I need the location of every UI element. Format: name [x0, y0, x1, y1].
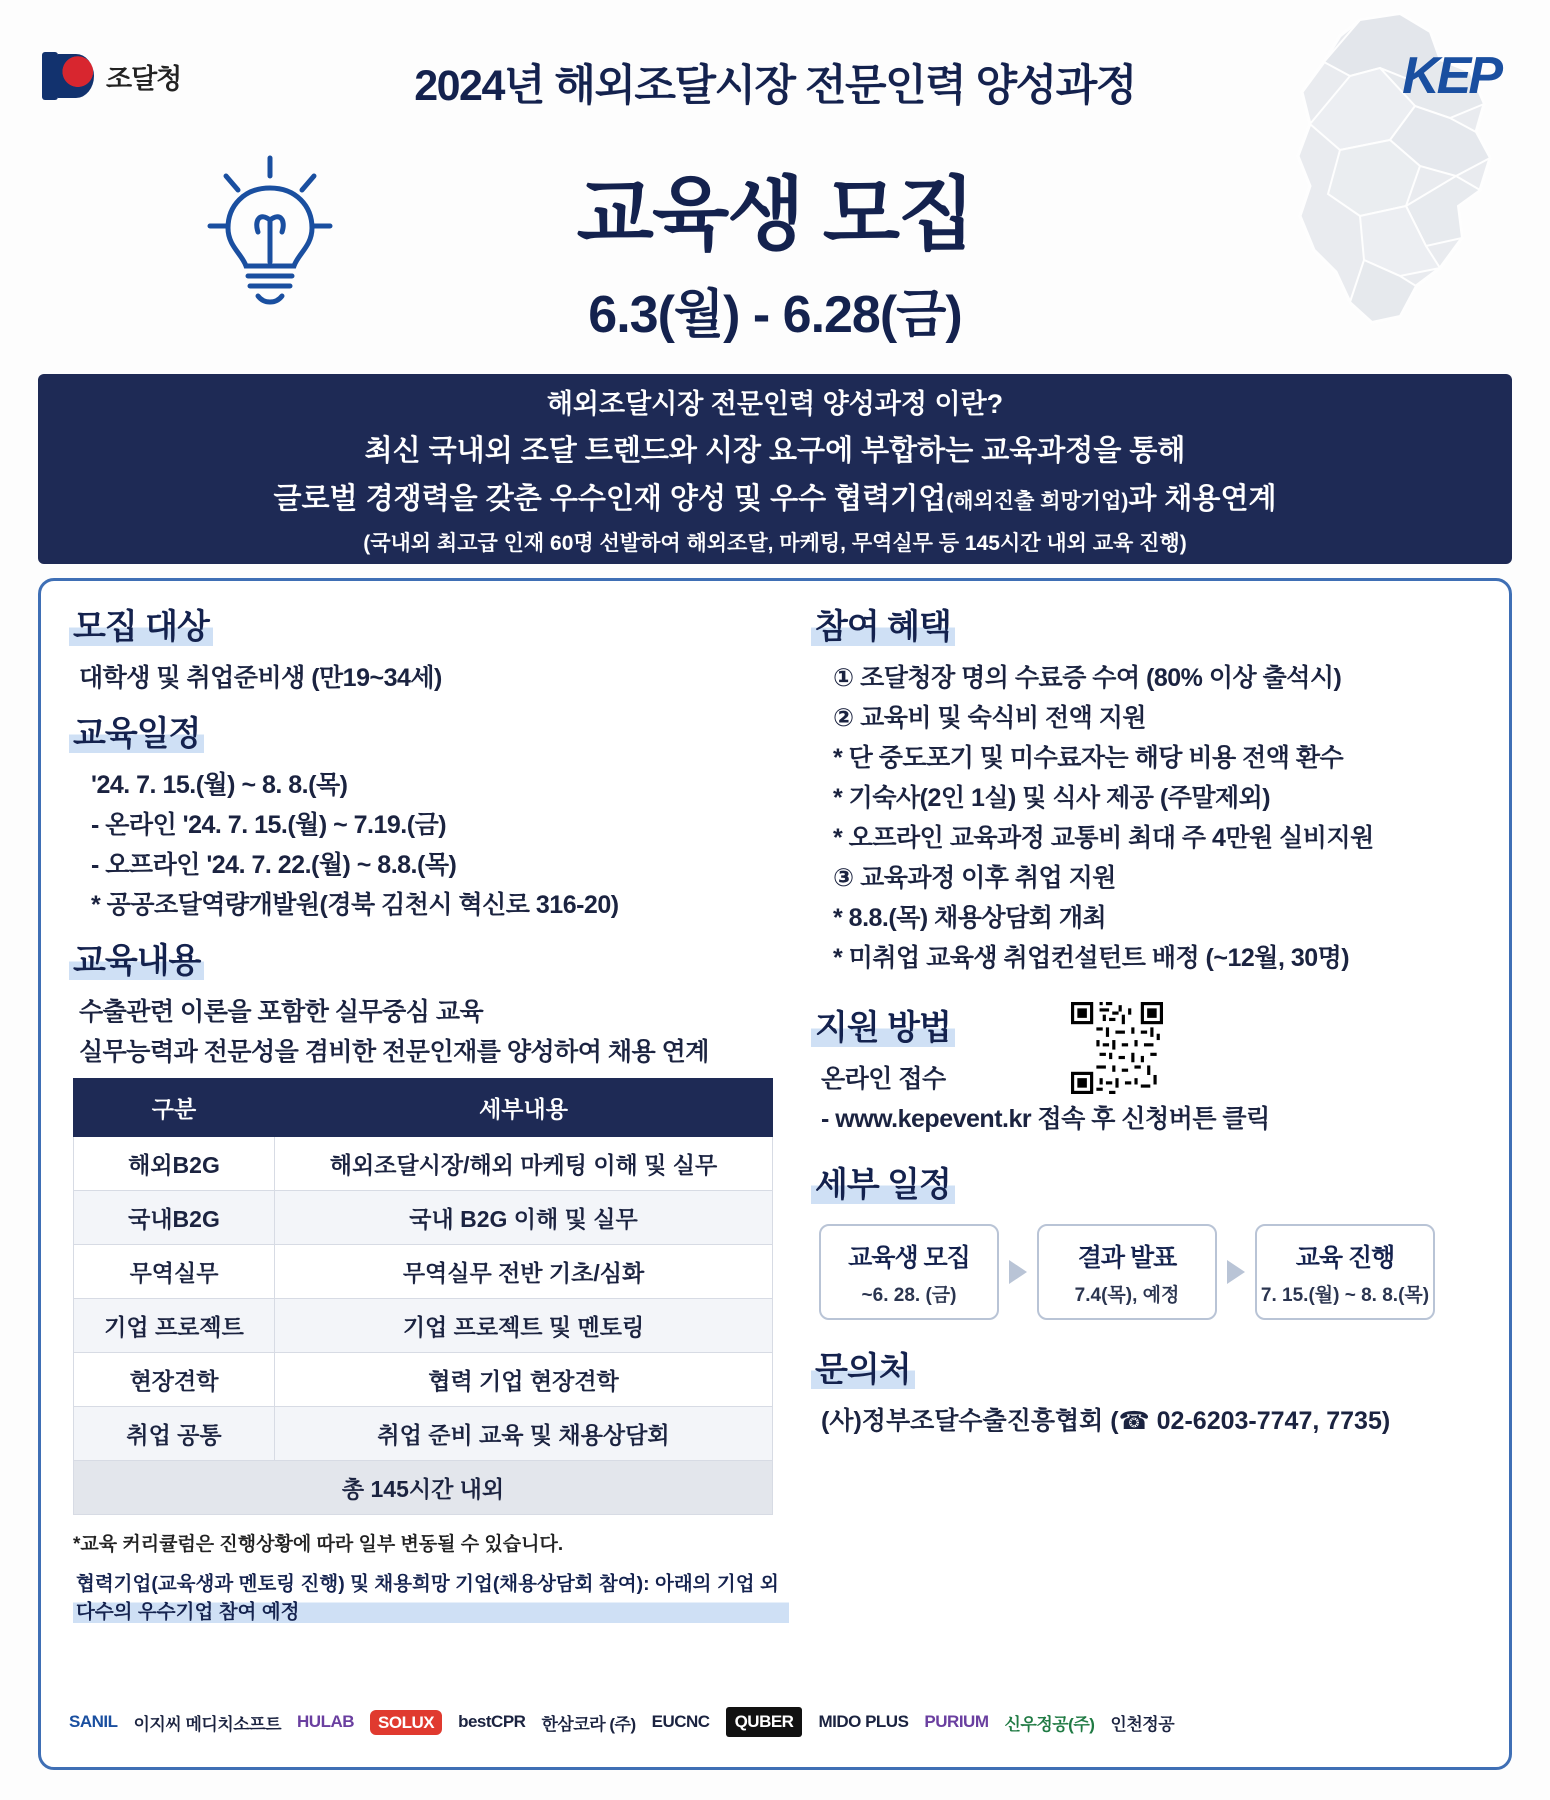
- table-cell-category: 현장견학: [74, 1353, 275, 1407]
- left-column: [69, 599, 789, 1642]
- partner-logo: 한삼코라 (주): [541, 1714, 636, 1734]
- schedule-line: * 공공조달역량개발원(경북 김천시 혁신로 316-20): [91, 891, 619, 919]
- flow-step-3: [1255, 1224, 1435, 1320]
- flow-step-title: 교육생 모집: [848, 1243, 970, 1272]
- page-title-big: 교육생 모집: [576, 170, 974, 259]
- table-cell-detail: 협력 기업 현장견학: [275, 1353, 773, 1407]
- section-title-schedule: 교육일정: [69, 706, 204, 755]
- table-row: [74, 1299, 773, 1353]
- gov-agency-name: 조달청: [106, 63, 182, 94]
- section-title-benefits: 참여 혜택: [811, 599, 955, 648]
- partner-note: 협력기업(교육생과 멘토링 진행) 및 채용희망 기업(채용상담회 참여): 아래의 기업 외 다수의 우수기업 참여 예정: [73, 1568, 789, 1624]
- partner-logo: bestCPR: [458, 1712, 526, 1731]
- table-row: [74, 1353, 773, 1407]
- benefit-item: ① 조달청장 명의 수료증 수여 (80% 이상 출석시): [833, 664, 1342, 692]
- intro-line-3-tail: 과 채용연계: [1128, 482, 1277, 515]
- recruit-period: 6.3(월) - 6.28(금): [588, 286, 962, 344]
- table-cell-category: 해외B2G: [74, 1137, 275, 1191]
- table-row: [74, 1137, 773, 1191]
- flow-step-sub: 7. 15.(월) ~ 8. 8.(목): [1260, 1284, 1430, 1306]
- table-row-total: [74, 1461, 773, 1515]
- target-body: 대학생 및 취업준비생 (만19~34세): [79, 664, 442, 692]
- partner-logo-strip: [69, 1691, 1483, 1753]
- table-header-cell: 구분: [74, 1079, 275, 1137]
- qr-code-icon[interactable]: [1071, 1002, 1163, 1094]
- table-cell-category: 기업 프로젝트: [74, 1299, 275, 1353]
- contact-body: (사)정부조달수출진흥협회 (☎ 02-6203-7747, 7735): [821, 1407, 1391, 1435]
- partner-logo: HULAB: [297, 1712, 355, 1731]
- benefit-item: ③ 교육과정 이후 취업 지원: [833, 864, 1116, 892]
- arrow-right-icon: [1227, 1260, 1245, 1284]
- benefit-item: * 8.8.(목) 채용상담회 개최: [833, 904, 1107, 932]
- benefit-item: * 단 중도포기 및 미수료자는 해당 비용 전액 환수: [833, 744, 1344, 772]
- table-cell-detail: 취업 준비 교육 및 채용상담회: [275, 1407, 773, 1461]
- section-target: [69, 599, 789, 694]
- curriculum-line: 실무능력과 전문성을 겸비한 전문인재를 양성하여 채용 연계: [79, 1038, 709, 1066]
- schedule-line: '24. 7. 15.(월) ~ 8. 8.(목): [91, 771, 348, 799]
- intro-box: [38, 374, 1512, 564]
- table-row: [74, 1191, 773, 1245]
- schedule-line: - 온라인 '24. 7. 15.(월) ~ 7.19.(금): [91, 811, 447, 839]
- flow-step-2: [1037, 1224, 1217, 1320]
- section-title-apply: 지원 방법: [811, 1000, 955, 1049]
- flow-step-title: 결과 발표: [1077, 1243, 1177, 1272]
- apply-online-label: 온라인 접수: [821, 1065, 946, 1093]
- main-panel: [38, 578, 1512, 1770]
- partner-logo: 인천정공: [1110, 1714, 1175, 1734]
- flow-step-1: [819, 1224, 999, 1320]
- table-cell-detail: 기업 프로젝트 및 멘토링: [275, 1299, 773, 1353]
- table-header-cell: 세부내용: [275, 1079, 773, 1137]
- intro-line-3-main: 글로벌 경쟁력을 갖춘 우수인재 양성 및 우수 협력기업: [273, 482, 947, 515]
- section-contact: [811, 1342, 1483, 1437]
- table-row: [74, 1245, 773, 1299]
- section-title-target: 모집 대상: [69, 599, 213, 648]
- intro-line-2: 최신 국내외 조달 트렌드와 시장 요구에 부합하는 교육과정을 통해: [364, 434, 1186, 467]
- table-cell-detail: 국내 B2G 이해 및 실무: [275, 1191, 773, 1245]
- section-benefits: [811, 599, 1483, 974]
- benefit-item: ② 교육비 및 숙식비 전액 지원: [833, 704, 1147, 732]
- partner-logo: 이지씨 메디치소프트: [133, 1714, 282, 1734]
- flow-step-title: 교육 진행: [1295, 1243, 1395, 1272]
- partner-logo: 신우정공(주): [1004, 1714, 1095, 1734]
- table-header-row: [74, 1079, 773, 1137]
- schedule-line: - 오프라인 '24. 7. 22.(월) ~ 8.8.(목): [91, 851, 457, 879]
- benefit-item: * 오프라인 교육과정 교통비 최대 주 4만원 실비지원: [833, 824, 1374, 852]
- section-title-contact: 문의처: [811, 1342, 915, 1391]
- curriculum-note: *교육 커리큘럼은 진행상황에 따라 일부 변동될 수 있습니다.: [73, 1534, 564, 1555]
- benefit-item: * 미취업 교육생 취업컨설턴트 배정 (~12월, 30명): [833, 944, 1350, 972]
- partner-logo: PURIUM: [924, 1712, 989, 1731]
- schedule-flow: [819, 1224, 1483, 1320]
- intro-line-3-small: (해외진출 희망기업): [946, 489, 1129, 513]
- section-detail-schedule: [811, 1157, 1483, 1320]
- table-cell-category: 취업 공통: [74, 1407, 275, 1461]
- intro-line-1: 해외조달시장 전문인력 양성과정 이란?: [546, 388, 1004, 419]
- partner-logo: SOLUX: [370, 1710, 442, 1735]
- arrow-right-icon: [1009, 1260, 1027, 1284]
- poster-header: [0, 0, 1550, 360]
- flow-step-sub: 7.4(목), 예정: [1074, 1284, 1180, 1306]
- benefit-item: * 기숙사(2인 1실) 및 식사 제공 (주말제외): [833, 784, 1271, 812]
- partner-logo: SANIL: [69, 1712, 118, 1731]
- partner-logo: EUCNC: [651, 1712, 710, 1731]
- page-title: 2024년 해외조달시장 전문인력 양성과정: [414, 62, 1136, 110]
- partner-logo: MIDO PLUS: [818, 1712, 909, 1731]
- curriculum-table: [73, 1078, 773, 1515]
- flow-step-sub: ~6. 28. (금): [861, 1284, 957, 1306]
- partner-logo: QUBER: [726, 1707, 803, 1737]
- section-curriculum: [69, 933, 789, 1630]
- curriculum-line: 수출관련 이론을 포함한 실무중심 교육: [79, 998, 484, 1026]
- section-schedule: [69, 706, 789, 921]
- table-cell-detail: 해외조달시장/해외 마케팅 이해 및 실무: [275, 1137, 773, 1191]
- right-column: [811, 599, 1483, 1449]
- table-cell-total: 총 145시간 내외: [74, 1461, 773, 1515]
- table-cell-category: 무역실무: [74, 1245, 275, 1299]
- table-cell-category: 국내B2G: [74, 1191, 275, 1245]
- intro-line-3: [274, 476, 1277, 517]
- table-cell-detail: 무역실무 전반 기초/심화: [275, 1245, 773, 1299]
- apply-url-line[interactable]: - www.kepevent.kr 접속 후 신청버튼 클릭: [821, 1105, 1270, 1133]
- section-title-detail-schedule: 세부 일정: [811, 1157, 955, 1206]
- kep-logo: KEP: [1402, 47, 1500, 105]
- intro-line-4: (국내외 최고급 인재 60명 선발하여 해외조달, 마케팅, 무역실무 등 145시간 내외 교육 진행): [363, 531, 1187, 555]
- section-apply: [811, 1000, 1483, 1135]
- table-row: [74, 1407, 773, 1461]
- section-title-curriculum: 교육내용: [69, 933, 204, 982]
